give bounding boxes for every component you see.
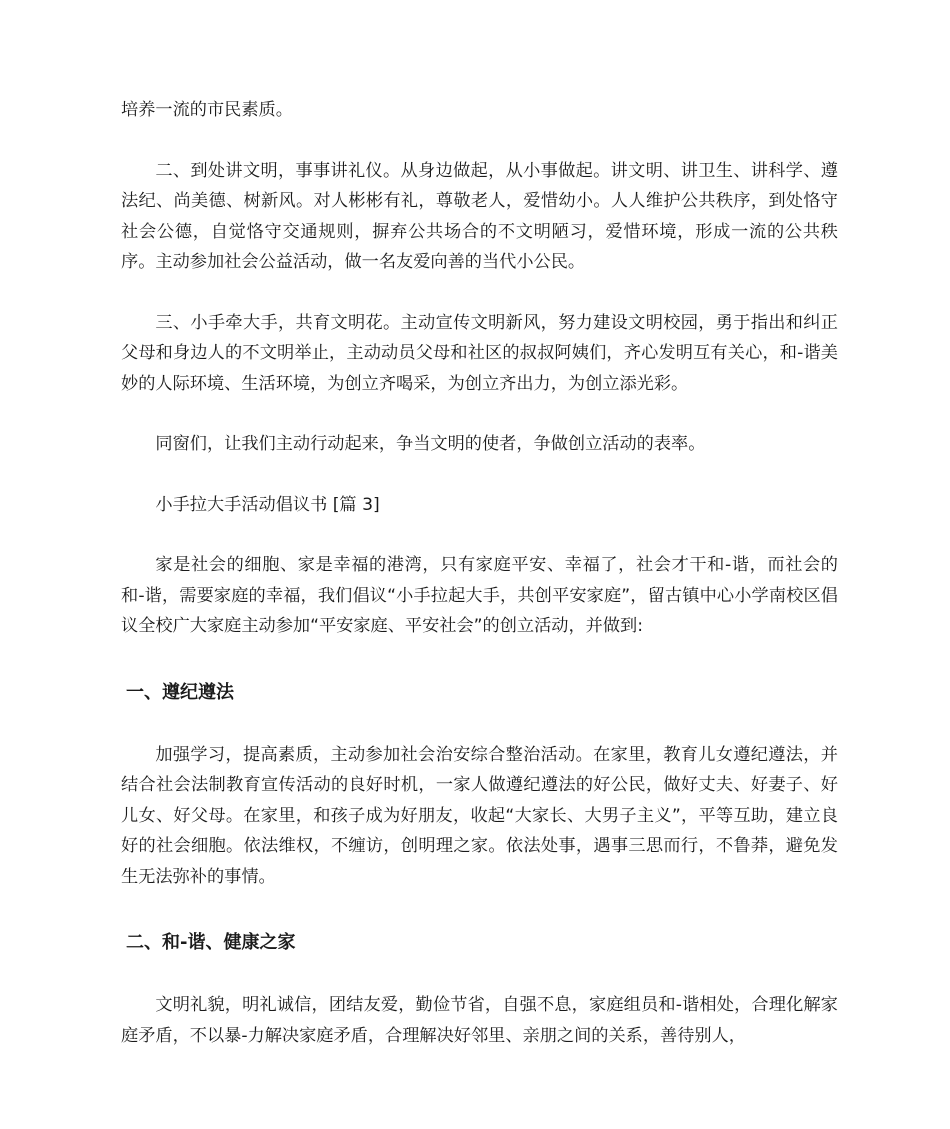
article-subtitle: 小手拉大手活动倡议书 [篇 3]	[155, 494, 380, 515]
section-heading-harmony: 二、和-谐、健康之家	[126, 932, 296, 953]
section-body-law: 加强学习，提高素质，主动参加社会治安综合整治活动。在家里，教育儿女遵纪遵法，并结合社会法制教育宣传活动的良好时机，一家人做遵纪遵法的好公民，做好丈夫、好妻子、好儿女、好父母。在家里，和孩子成为好朋友，收起“大家长、大男子主义”，平等互助，建立良好的社会细胞。依法维权，不缠访，创明理之家。依法处事，遇事三思而行，不鲁莽，避免发生无法弥补的事情。	[121, 744, 838, 887]
paragraph-item-three: 三、小手牵大手，共育文明花。主动宣传文明新风，努力建设文明校园，勇于指出和纠正父母和身边人的不文明举止，主动动员父母和社区的叔叔阿姨们，齐心发明互有关心，和-谐美妙的人际环境、生活环境，为创立齐喝采，为创立齐出力，为创立添光彩。	[121, 312, 838, 394]
paragraph-intro: 家是社会的细胞、家是幸福的港湾，只有家庭平安、幸福了，社会才干和-谐，而社会的和-谐，需要家庭的幸福，我们倡议“小手拉起大手，共创平安家庭”，留古镇中心小学南校区倡议全校广大家庭主动参加“平安家庭、平安社会”的创立活动，并做到:	[121, 555, 838, 636]
paragraph-closing-call: 同窗们，让我们主动行动起来，争当文明的使者，争做创立活动的表率。	[155, 434, 706, 454]
paragraph-continuation: 培养一流的市民素质。	[121, 100, 293, 120]
paragraph-item-two: 二、到处讲文明，事事讲礼仪。从身边做起，从小事做起。讲文明、讲卫生、讲科学、遵法纪、尚美德、树新风。对人彬彬有礼，尊敬老人，爱惜幼小。人人维护公共秩序，到处恪守社会公德，自觉恪守交通规则，摒弃公共场合的不文明陋习，爱惜环境，形成一流的公共秩序。主动参加社会公益活动，做一名友爱向善的当代小公民。	[121, 160, 838, 272]
section-body-harmony: 文明礼貌，明礼诚信，团结友爱，勤俭节省，自强不息，家庭组员和-谐相处，合理化解家庭矛盾，不以暴-力解决家庭矛盾，合理解决好邻里、亲朋之间的关系，善待别人，	[121, 995, 838, 1046]
section-heading-law: 一、遵纪遵法	[126, 681, 234, 703]
